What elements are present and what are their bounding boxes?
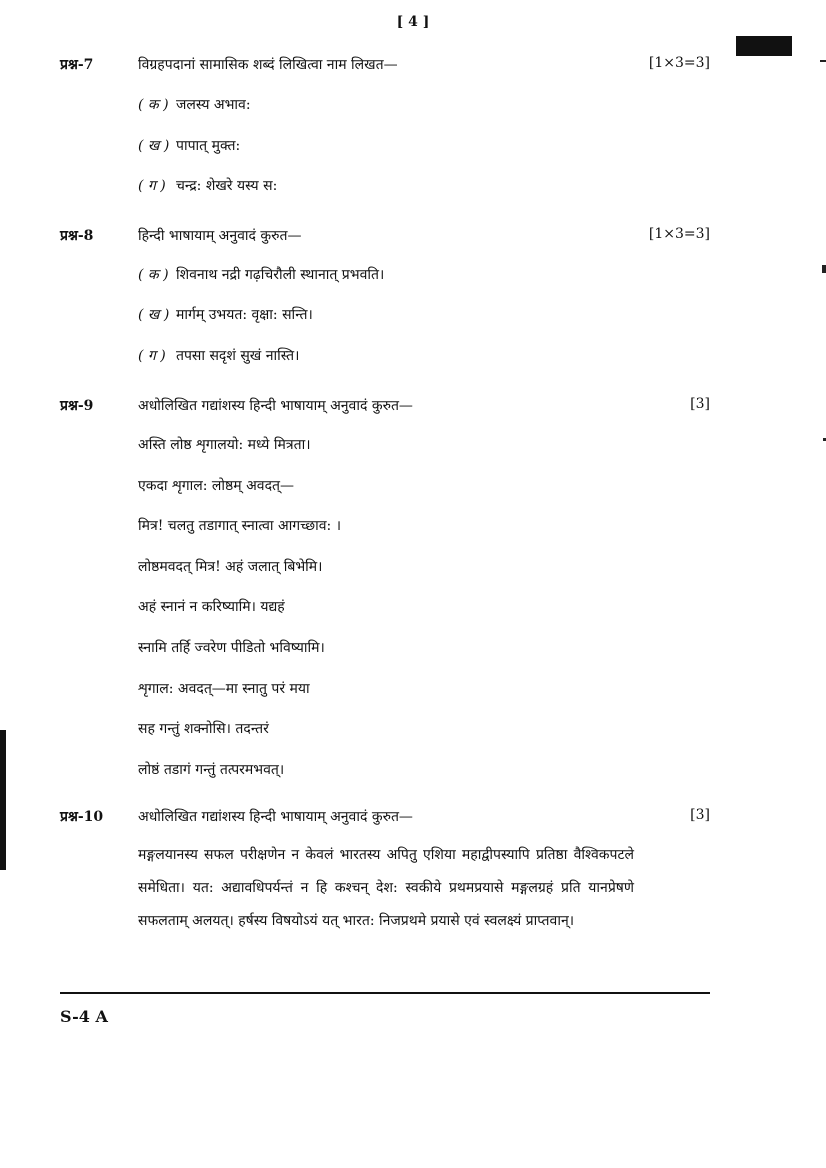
question-10-label: प्रश्न-10	[60, 809, 104, 825]
question-9-label: प्रश्न-9	[60, 398, 94, 414]
option-label: ( ख )	[138, 307, 170, 323]
question-7-label: प्रश्न-7	[60, 57, 94, 73]
question-8-option-b	[138, 305, 313, 324]
question-9-text: अधोलिखित गद्यांशस्य हिन्दी भाषायाम् अनुवादं कुरुत—	[138, 398, 413, 414]
option-text: जलस्य अभाव:	[176, 97, 251, 113]
footer-rule	[60, 992, 710, 994]
passage-line: एकदा शृगाल: लोष्ठम् अवदत्—	[138, 478, 294, 494]
option-text: तपसा सदृशं सुखं नास्ति।	[176, 348, 300, 364]
passage-line: लोष्ठमवदत् मित्र! अहं जलात् बिभेमि।	[138, 559, 323, 575]
question-9-marks: [3]	[690, 396, 710, 412]
passage-line: लोष्ठं तडागं गन्तुं तत्परमभवत्।	[138, 762, 285, 778]
option-text: पापात् मुक्त:	[176, 138, 241, 154]
question-10-passage: मङ्गलयानस्य सफल परीक्षणेन न केवलं भारतस्य अपितु एशिया महाद्वीपस्यापि प्रतिष्ठा वैश्विकपटले समेधिता। यत: अद्यावधिपर्यन्तं न हि कश्चन् देश: स्वकीये प्रथमप्रयासे मङ्गलग्रहं प्रति यानप्रेषणे सफलताम् अलयत्। हर्षस्य विषयोऽयं यत् भारत: निजप्रथमे प्रयासे एवं स्वलक्ष्यं प्राप्तवान्।	[138, 847, 634, 929]
option-text: मार्गम् उभयत: वृक्षा: सन्ति।	[176, 307, 313, 323]
passage-line: सह गन्तुं शक्नोसि। तदन्तरं	[138, 721, 269, 737]
question-7-marks: [1×3=3]	[648, 55, 710, 71]
scan-black-mark	[736, 36, 792, 56]
option-label: ( ख )	[138, 138, 170, 154]
option-label: ( क )	[138, 97, 169, 113]
question-7-option-c	[138, 176, 277, 195]
option-label: ( ग )	[138, 348, 166, 364]
question-7-option-a	[138, 95, 251, 114]
option-label: ( क )	[138, 267, 169, 283]
passage-line: अस्ति लोष्ठ शृगालयो: मध्ये मित्रता।	[138, 437, 311, 453]
edge-fragment	[820, 60, 826, 62]
question-10-text: अधोलिखित गद्यांशस्य हिन्दी भाषायाम् अनुवादं कुरुत—	[138, 809, 413, 825]
edge-fragment	[822, 265, 826, 273]
paper-code: S-4 A	[60, 1007, 108, 1026]
passage-line: मित्र! चलतु तडागात् स्नात्वा आगच्छाव: ।	[138, 518, 342, 534]
option-text: चन्द्र: शेखरे यस्य स:	[176, 178, 278, 194]
question-8-label: प्रश्न-8	[60, 228, 94, 244]
page-number: [ 4 ]	[396, 14, 430, 30]
option-label: ( ग )	[138, 178, 166, 194]
question-8-marks: [1×3=3]	[648, 226, 710, 242]
question-10-marks: [3]	[690, 807, 710, 823]
question-7-option-b	[138, 136, 240, 155]
question-8-option-c	[138, 346, 299, 365]
question-8-option-a	[138, 265, 384, 284]
question-8-text: हिन्दी भाषायाम् अनुवादं कुरुत—	[138, 228, 302, 244]
passage-line: स्नामि तर्हि ज्वरेण पीडितो भविष्यामि।	[138, 640, 325, 656]
passage-line: अहं स्नानं न करिष्यामि। यद्यहं	[138, 599, 285, 615]
option-text: शिवनाथ नद्री गढ़चिरौली स्थानात् प्रभवति।	[176, 267, 385, 283]
question-7-text: विग्रहपदानां सामासिक शब्दं लिखित्वा नाम लिखत—	[138, 57, 398, 73]
passage-line: शृगाल: अवदत्—मा स्नातु परं मया	[138, 681, 310, 697]
binder-edge-mark	[0, 730, 6, 870]
